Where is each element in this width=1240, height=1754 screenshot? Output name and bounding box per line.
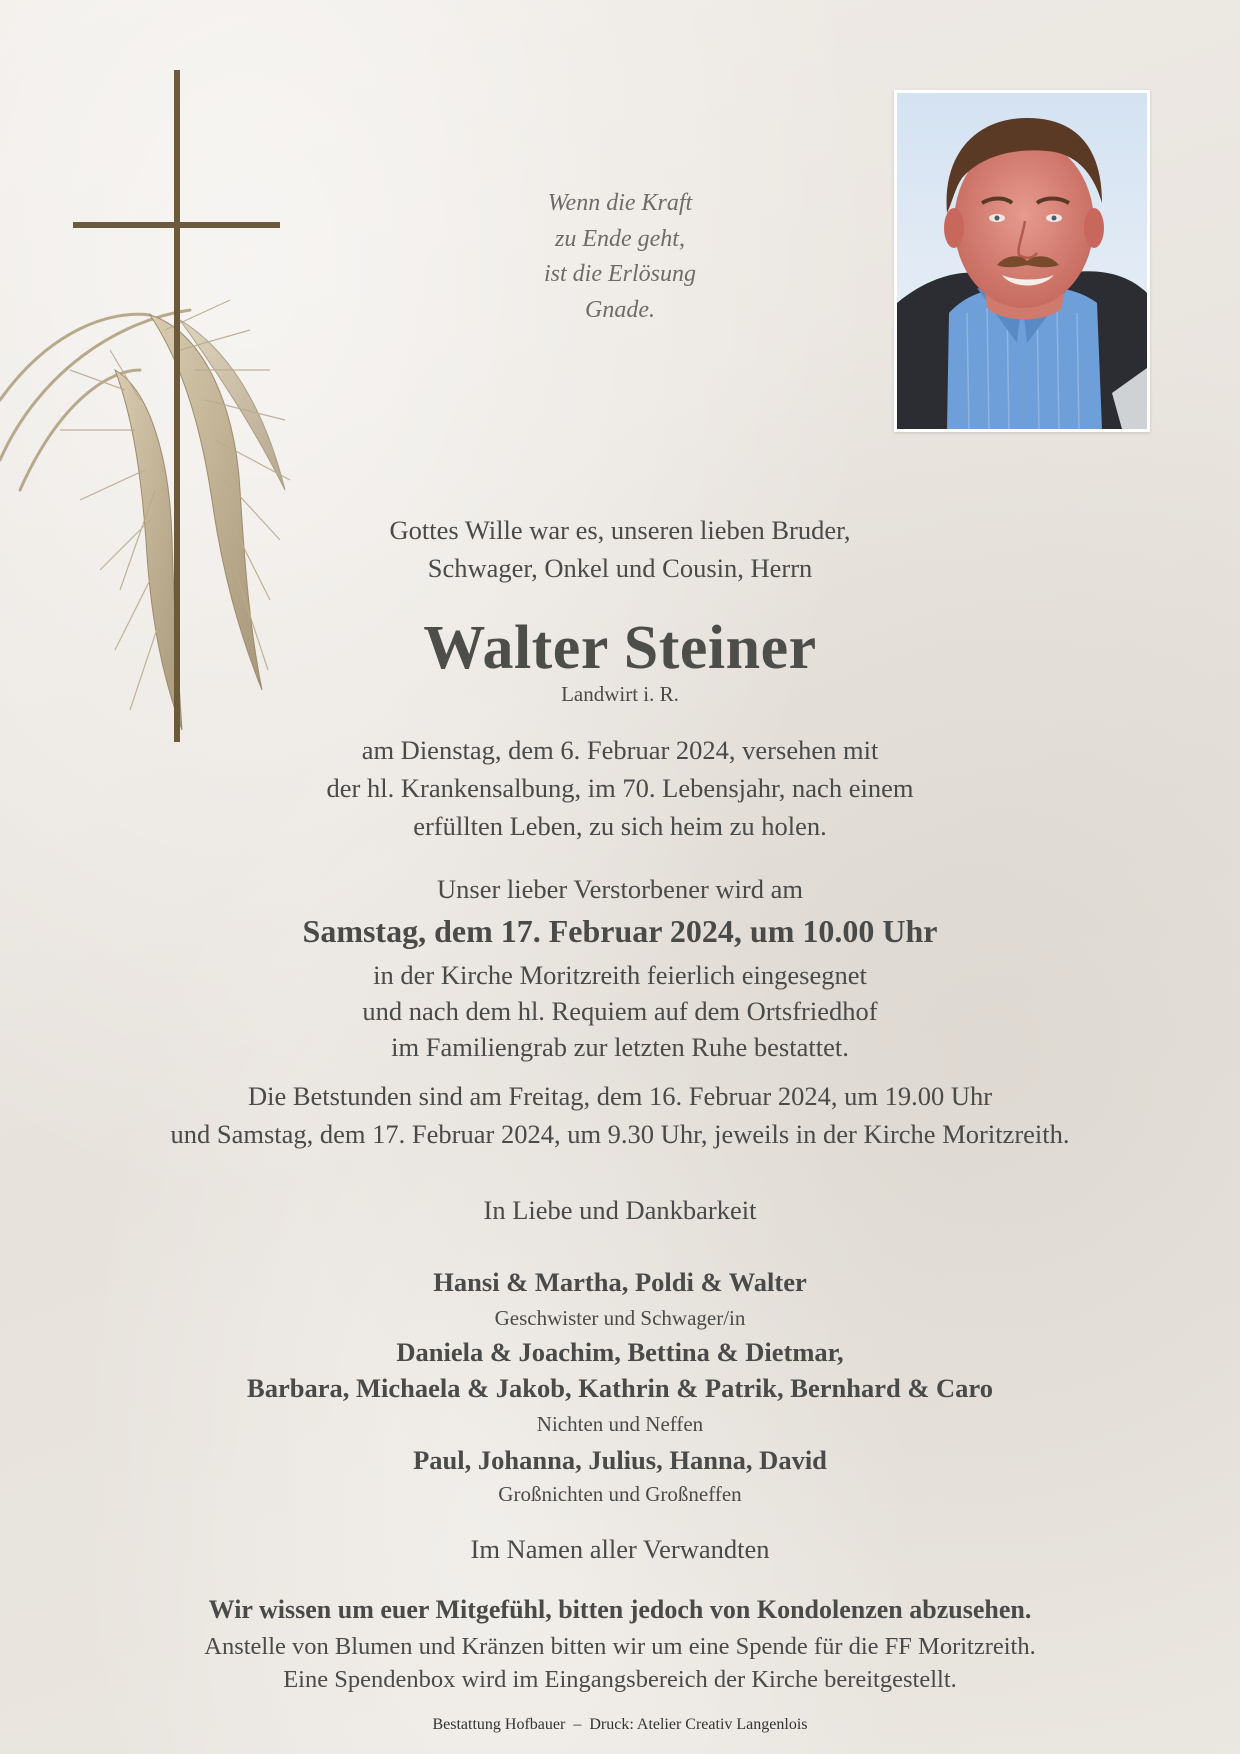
intro-line: Gottes Wille war es, unseren lieben Bruder,	[389, 515, 851, 545]
prayer-line: Die Betstunden sind am Freitag, dem 16. Februar 2024, um 19.00 Uhr	[247, 1081, 993, 1111]
prayer-line: und Samstag, dem 17. Februar 2024, um 9.30 Uhr, jeweils in der Kirche Moritzreith.	[170, 1119, 1070, 1149]
quote-line: Wenn die Kraft	[547, 190, 693, 216]
quote-line: ist die Erlösung	[543, 261, 696, 287]
quote-line: Gnade.	[585, 296, 655, 323]
print-credit-footer: Bestattung Hofbauer – Druck: Atelier Creativ Langenlois	[432, 1716, 808, 1733]
closing-phrase: In Liebe und Dankbarkeit	[483, 1195, 757, 1225]
donation-line: Eine Spendenbox wird im Eingangsbereich der Kirche bereitgestellt.	[283, 1666, 957, 1693]
funeral-intro: Unser lieber Verstorbener wird am	[437, 874, 803, 904]
memorial-quote	[470, 186, 770, 328]
funeral-line: in der Kirche Moritzreith feierlich eingesegnet	[373, 960, 867, 990]
donation-notice	[0, 1630, 1240, 1696]
portrait-image	[897, 93, 1147, 429]
quote-line: zu Ende geht,	[555, 225, 685, 252]
death-line: am Dienstag, dem 6. Februar 2024, versehen mit	[361, 735, 879, 765]
mourner-names: Paul, Johanna, Julius, Hanna, David	[413, 1445, 827, 1475]
on-behalf-text: Im Namen aller Verwandten	[470, 1534, 770, 1564]
death-line: der hl. Krankensalbung, im 70. Lebensjahr, nach einem	[326, 773, 914, 803]
portrait-photo	[894, 90, 1150, 432]
mourner-relation: Großnichten und Großneffen	[498, 1482, 742, 1506]
funeral-text	[0, 957, 1240, 1065]
donation-line: Anstelle von Blumen und Kränzen bitten wir um eine Spende für die FF Moritzreith.	[204, 1633, 1036, 1660]
death-line: erfüllten Leben, zu sich heim zu holen.	[413, 811, 827, 841]
funeral-line: und nach dem hl. Requiem auf dem Ortsfriedhof	[362, 996, 878, 1026]
deceased-occupation: Landwirt i. R.	[561, 682, 679, 706]
funeral-line: im Familiengrab zur letzten Ruhe bestattet.	[391, 1032, 849, 1062]
mourner-names: Hansi & Martha, Poldi & Walter	[433, 1267, 807, 1297]
mourner-names	[0, 1334, 1240, 1406]
condolence-notice: Wir wissen um euer Mitgefühl, bitten jedoch von Kondolenzen abzusehen.	[208, 1595, 1032, 1624]
funeral-date: Samstag, dem 17. Februar 2024, um 10.00 Uhr	[302, 913, 938, 949]
mourner-relation: Nichten und Neffen	[536, 1412, 704, 1436]
mourner-names-line: Barbara, Michaela & Jakob, Kathrin & Patrik, Bernhard & Caro	[247, 1373, 993, 1403]
mourner-relation: Geschwister und Schwager/in	[494, 1306, 746, 1330]
death-text	[0, 731, 1240, 845]
intro-text	[0, 511, 1240, 587]
prayer-hours	[0, 1077, 1240, 1153]
deceased-name: Walter Steiner	[423, 614, 817, 682]
mourner-names-line: Daniela & Joachim, Bettina & Dietmar,	[396, 1337, 844, 1367]
intro-line: Schwager, Onkel und Cousin, Herrn	[427, 553, 813, 583]
